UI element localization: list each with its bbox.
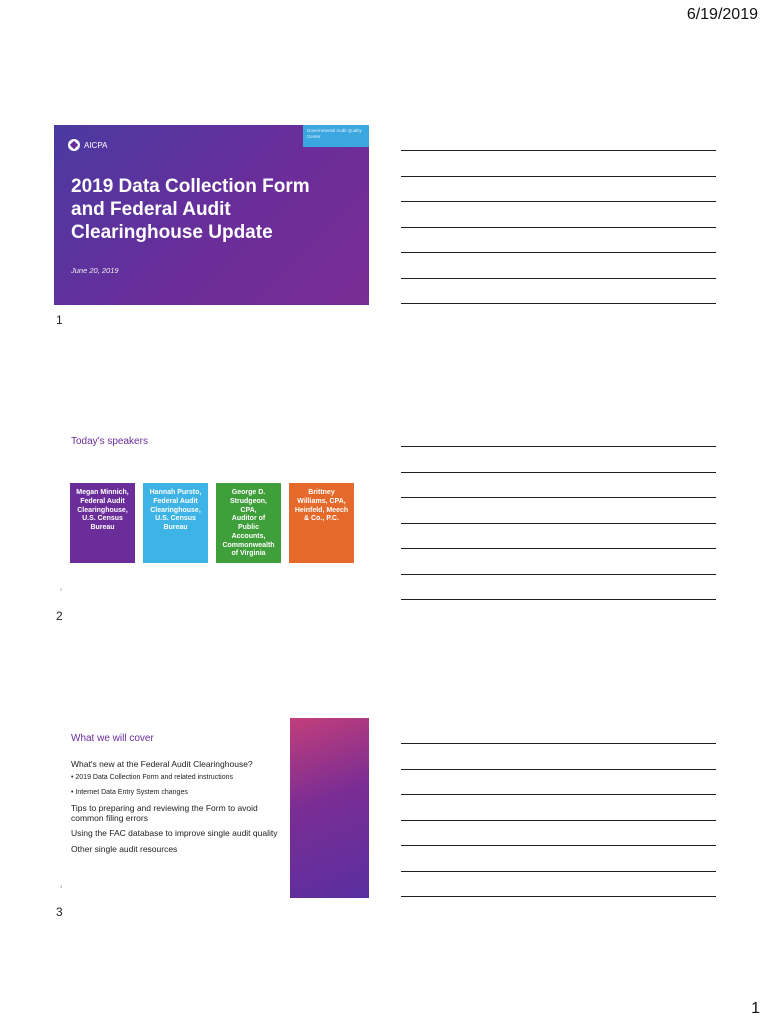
print-date: 6/19/2019: [686, 6, 758, 23]
notes-lines-1: [401, 150, 716, 329]
speaker-card: Megan Minnich, Federal Audit Clearinghouse, U.S. Census Bureau: [70, 483, 135, 563]
agenda-item: Other single audit resources: [71, 843, 178, 854]
speaker-card: Brittney Williams, CPA, Heinfeld, Meech & Co., P.C.: [289, 483, 354, 563]
slide-title: 2019 Data Collection Form and Federal Audit Clearinghouse Update: [71, 176, 310, 243]
slide-number-3: 3: [56, 905, 63, 919]
agenda-list: [71, 759, 286, 859]
logo-text: AICPA: [84, 140, 108, 150]
slide-date: June 20, 2019: [71, 266, 119, 275]
gaqc-badge: Governmental Audit Quality Center: [303, 125, 369, 147]
notes-lines-2: [401, 446, 716, 625]
slide-number-1: 1: [56, 313, 63, 327]
slide-inner-number: 2: [60, 587, 63, 592]
decorative-panel: [290, 718, 369, 898]
agenda-item: Tips to preparing and reviewing the Form to avoid common filing errors: [71, 802, 258, 824]
slide-inner-number: 3: [60, 884, 63, 889]
slide-1: [54, 125, 369, 305]
slide-number-2: 2: [56, 609, 63, 623]
speaker-cards: [70, 483, 354, 563]
agenda-subitem: • 2019 Data Collection Form and related instructions: [71, 774, 233, 782]
speaker-card: George D. Strudgeon, CPA, Auditor of Public Accounts, Commonwealth of Virginia: [216, 483, 281, 563]
agenda-item: What's new at the Federal Audit Clearinghouse?: [71, 759, 253, 769]
aicpa-logo-icon: [68, 139, 80, 151]
notes-lines-3: [401, 743, 716, 922]
agenda-subitem: • Internet Data Entry System changes: [71, 788, 188, 796]
slide-title: What we will cover: [71, 733, 154, 744]
slide-title: Today's speakers: [71, 436, 148, 447]
aicpa-logo: [68, 139, 107, 151]
slide-3: [54, 718, 369, 898]
slide-2: [54, 421, 369, 601]
agenda-item: Using the FAC database to improve single audit quality: [71, 828, 278, 839]
speaker-card: Hannah Pursto, Federal Audit Clearinghouse, U.S. Census Bureau: [143, 483, 208, 563]
page-number: 1: [751, 1000, 760, 1017]
